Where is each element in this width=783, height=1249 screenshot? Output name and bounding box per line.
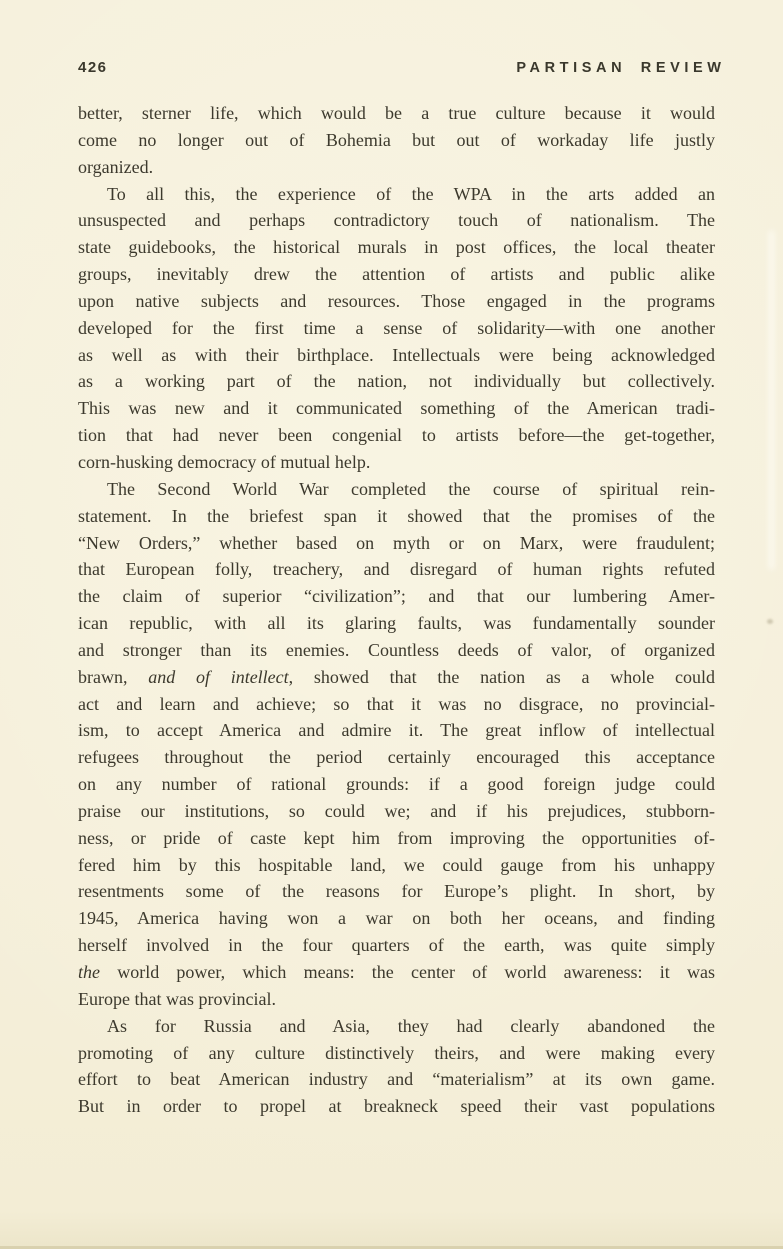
text-line [78,637,715,664]
page-body [78,100,715,1120]
text-line [78,771,715,798]
scan-speck [767,619,773,624]
text-line [78,395,715,422]
text-line [78,422,715,449]
text-line [78,691,715,718]
text-line [78,852,715,879]
text-line [78,1040,715,1067]
text-line [78,530,715,557]
text-line [78,261,715,288]
text-segment: promoting of any culture distinctively theirs, and were making every [78,1042,715,1063]
text-segment: ican republic, with all its glaring faults, was fundamentally sounder [78,613,715,634]
text-line [78,1013,715,1040]
text-line [78,744,715,771]
text-segment: groups, inevitably drew the attention of artists and public alike [78,264,715,285]
text-line [78,449,715,476]
text-segment: as a working part of the nation, not individually but collectively. [78,371,715,392]
text-line [78,1093,715,1120]
text-line [78,207,715,234]
text-line [78,288,715,315]
text-segment: world power, which means: the center of world awareness: it was [100,962,715,982]
text-segment: ness, or pride of caste kept him from improving the opportunities of- [78,827,715,848]
text-segment: state guidebooks, the historical murals in post offices, the local theater [78,237,715,258]
text-segment: upon native subjects and resources. Those engaged in the programs [78,290,715,311]
journal-title: PARTISAN REVIEW [516,60,726,76]
text-segment: the claim of superior “civilization”; and that our lumbering Amer- [78,586,715,607]
text-line [78,342,715,369]
text-line [78,905,715,932]
text-line [78,368,715,395]
text-segment: refugees throughout the period certainly encouraged this acceptance [78,747,715,768]
text-segment: 1945, America having won a war on both her oceans, and finding [78,908,715,929]
text-line [78,315,715,342]
text-line [78,932,715,959]
text-segment: act and learn and achieve; so that it was no disgrace, no provincial- [78,693,715,714]
text-segment: This was new and it communicated something of the American tradi- [78,398,715,419]
text-segment: come no longer out of Bohemia but out of workaday life justly [78,129,715,150]
text-segment: herself involved in the four quarters of the earth, was quite simply [78,935,715,956]
text-line [78,556,715,583]
text-segment: brawn, [78,666,149,687]
text-line [78,503,715,530]
text-segment: fered him by this hospitable land, we could gauge from his unhappy [78,854,715,875]
text-segment: resentments some of the reasons for Europe’s plight. In short, by [78,881,715,902]
text-segment: To all this, the experience of the WPA in the arts added an [107,183,715,204]
text-line [78,878,715,905]
scan-edge-highlight [768,230,775,570]
text-segment: But in order to propel at breakneck speed their vast populations [78,1096,715,1117]
text-line [78,986,715,1013]
text-segment: praise our institutions, so could we; and if his prejudices, stubborn- [78,800,715,821]
text-line [78,825,715,852]
text-segment: and stronger than its enemies. Countless deeds of valor, of organized [78,639,715,660]
italic-text-segment: the [78,962,100,982]
text-line [78,476,715,503]
text-line [78,664,715,691]
text-segment: “New Orders,” whether based on myth or on Marx, were fraudulent; [78,532,715,553]
page-number: 426 [78,59,108,76]
text-line [78,717,715,744]
text-segment: organized. [78,156,154,177]
text-segment: The Second World War completed the course of spiritual rein- [107,478,715,499]
text-segment: on any number of rational grounds: if a good foreign judge could [78,774,715,795]
text-line [78,583,715,610]
italic-text-segment: and of intellect [148,666,289,687]
text-segment: unsuspected and perhaps contradictory touch of nationalism. The [78,210,715,231]
text-segment: ism, to accept America and admire it. The great inflow of intellectual [78,720,715,741]
text-segment: effort to beat American industry and “materialism” at its own game. [78,1069,715,1090]
text-segment: tion that had never been congenial to artists before—the get-together, [78,425,715,446]
running-head [78,59,726,76]
text-segment: that European folly, treachery, and disregard of human rights refuted [78,559,715,580]
text-line [78,959,715,986]
text-segment: developed for the first time a sense of solidarity—with one another [78,317,715,338]
text-line [78,1066,715,1093]
text-segment: as well as with their birthplace. Intellectuals were being acknowledged [78,344,715,365]
text-segment: statement. In the briefest span it showed that the promises of the [78,505,715,526]
text-segment: , showed that the nation as a whole could [288,666,715,687]
text-line [78,100,715,127]
text-segment: As for Russia and Asia, they had clearly abandoned the [107,1015,715,1036]
text-line [78,610,715,637]
text-line [78,798,715,825]
text-segment: corn-husking democracy of mutual help. [78,451,371,472]
text-line [78,234,715,261]
text-line [78,127,715,154]
text-line [78,154,715,181]
text-line [78,181,715,208]
text-segment: better, sterner life, which would be a true culture because it would [78,103,715,123]
text-segment: Europe that was provincial. [78,988,276,1009]
